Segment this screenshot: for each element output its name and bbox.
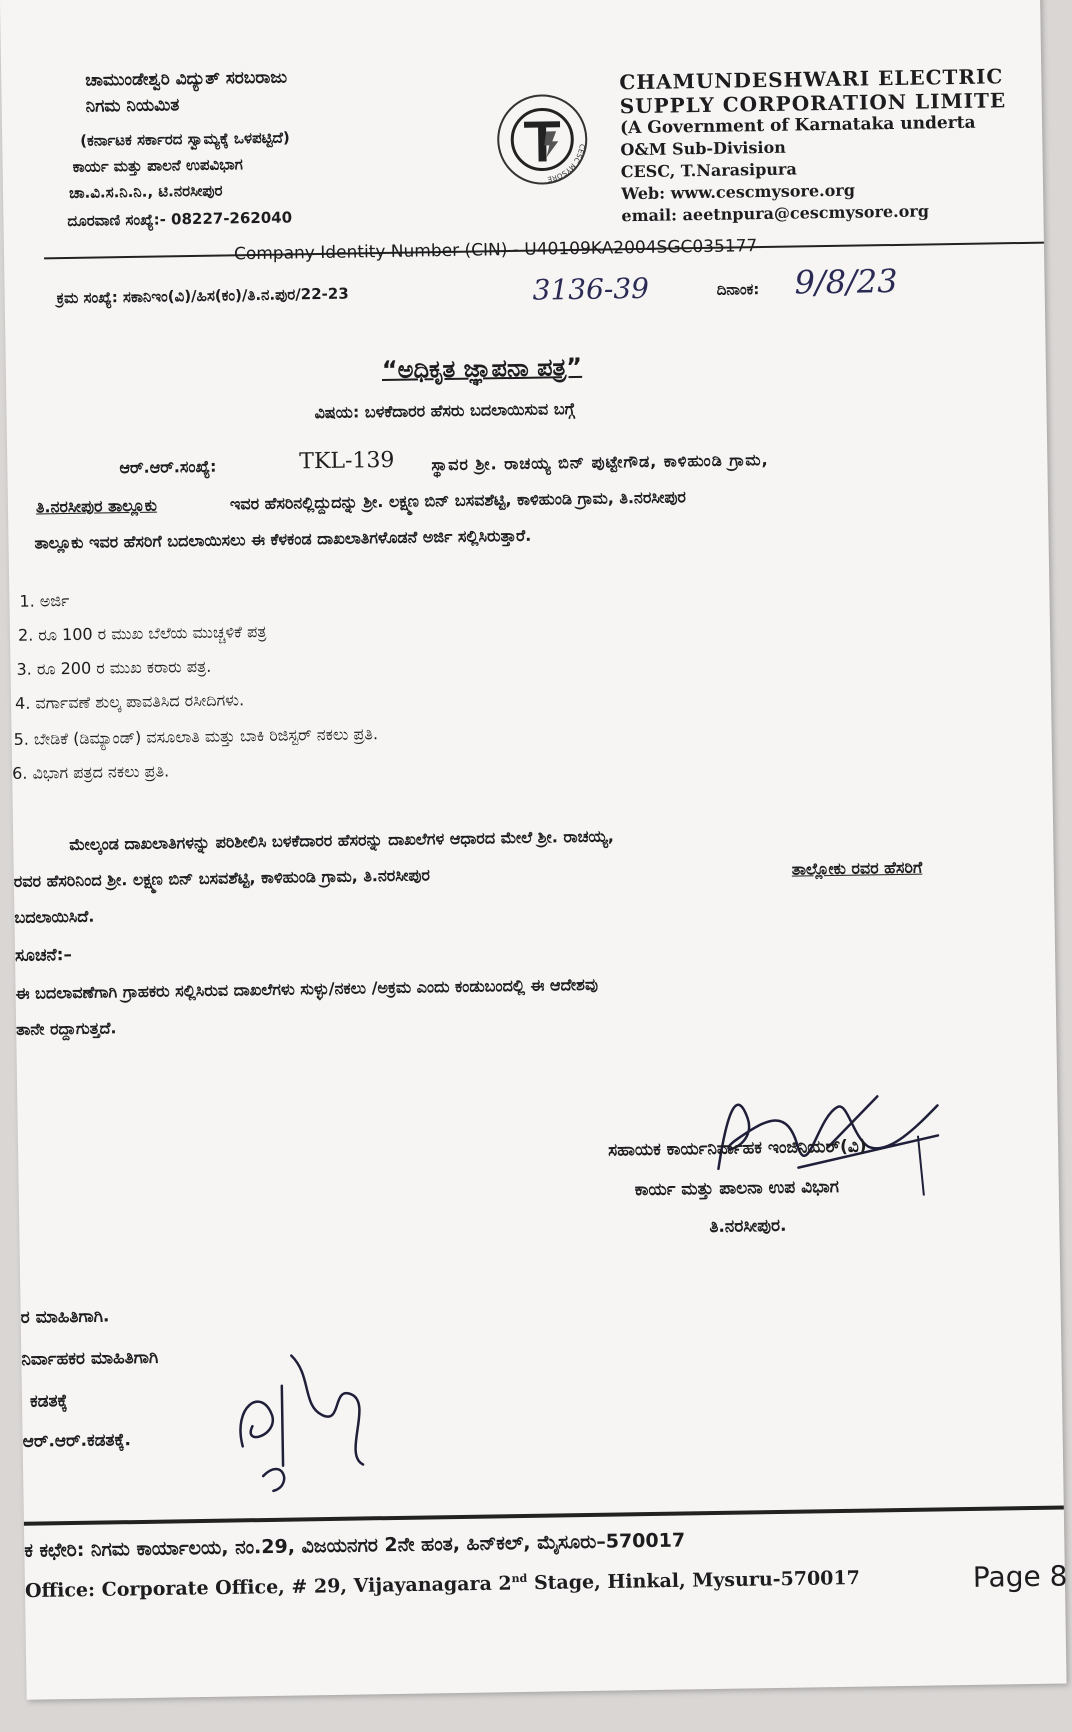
memo-title: “ಅಧಿಕೃತ ಜ್ಞಾಪನಾ ಪತ್ರ” <box>381 352 583 385</box>
note-line2: ತಾನೇ ರದ್ದಾಗುತ್ತದೆ. <box>16 1018 117 1039</box>
kannada-header-line: ಚಾ.ವಿ.ಸ.ನಿ.ನಿ., ಟಿ.ನರಸೀಪುರ <box>68 181 223 202</box>
kannada-header-line: (ಕರ್ನಾಟಕ ಸರ್ಕಾರದ ಸ್ವಾಮ್ಯಕ್ಕೆ ಒಳಪಟ್ಟಿದೆ) <box>80 128 290 150</box>
copy-to-item: ಕಡತಕ್ಕೆ <box>29 1391 68 1412</box>
list-item: 4. ವರ್ಗಾವಣೆ ಶುಲ್ಕ ಪಾವತಿಸಿದ ರಸೀದಿಗಳು. <box>14 690 245 713</box>
taluk-name-underlined: ತಾಲ್ಲೋಕು ರವರ ಹೆಸರಿಗೆ <box>791 857 923 879</box>
paragraph1-line1: ಸ್ಥಾವರ ಶ್ರೀ. ರಾಚಯ್ಯ ಬಿನ್ ಪುಟ್ಟೇಗೌಡ, ಕಾಳಿಹುಂಡಿ ಗ್ರಾಮ, <box>431 449 769 475</box>
paragraph1-line2: ಇವರ ಹೆಸರಿನಲ್ಲಿದ್ದುದನ್ನು ಶ್ರೀ. ಲಕ್ಷ್ಮಣ ಬಿನ್ ಬಸವಶೆಟ್ಟಿ, ಕಾಳಿಹುಂಡಿ ಗ್ರಾಮ, ತಿ.ನರಸೀಪುರ <box>229 487 687 514</box>
cesc-logo <box>494 91 591 188</box>
paragraph2-line1: ಮೇಲ್ಕಂಡ ದಾಖಲಾತಿಗಳನ್ನು ಪರಿಶೀಲಿಸಿ ಬಳಕೆದಾರರ ಹೆಸರನ್ನು ದಾಖಲೆಗಳ ಆಧಾರದ ಮೇಲೆ ಶ್ರೀ. ರಾಚಯ್ಯ, <box>69 826 615 855</box>
note-line1: ಈ ಬದಲಾವಣೆಗಾಗಿ ಗ್ರಾಹಕರು ಸಲ್ಲಿಸಿರುವ ದಾಖಲೆಗಳು ಸುಳ್ಳು/ನಕಲು /ಅಕ್ರಮ ಎಂದು ಕಂಡುಬಂದಲ್ಲಿ ಈ ಆದೇಶವು <box>15 974 599 1003</box>
logo-ring-text: CESC MYSORE <box>546 143 587 184</box>
handwritten-reference-number: 3136-39 <box>532 271 650 307</box>
note-heading: ಸೂಚನೆ:– <box>14 944 73 966</box>
signatory-office: ಕಾರ್ಯ ಮತ್ತು ಪಾಲನಾ ಉಪ ವಿಭಾಗ <box>634 1176 840 1201</box>
footer-kannada-address: ಕ ಕಛೇರಿ: ನಿಗಮ ಕಾರ್ಯಾಲಯ, ನಂ.29, ವಿಜಯನಗರ 2ನೇ ಹಂತ, ಹಿನ್‌ಕಲ್, ಮೈಸೂರು–570017 <box>24 1529 686 1562</box>
kannada-header-line: ಚಾಮುಂಡೇಶ್ವರಿ ವಿದ್ಯುತ್ ಸರಬರಾಜು <box>85 67 288 91</box>
kannada-header-line: ನಿಗಮ ನಿಯಮಿತ <box>85 95 180 117</box>
footer-rule <box>24 1505 1064 1525</box>
company-name-line2: SUPPLY CORPORATION LIMITE <box>619 88 1007 119</box>
footer-address-text: Office: Corporate Office, # 29, Vijayanagara 2 <box>24 1572 512 1603</box>
date-label: ದಿನಾಂಕ: <box>716 280 760 299</box>
signatory-designation: ಸಹಾಯಕ ಕಾರ್ಯನಿರ್ವಾಹಕ ಇಂಜಿನಿಯರ್(ವಿ) <box>607 1136 867 1161</box>
page-number: Page 8 <box>972 1559 1068 1594</box>
office-location: CESC, T.Narasipura <box>620 159 797 182</box>
list-item: 6. ವಿಭಾಗ ಪತ್ರದ ನಕಲು ಪ್ರತಿ. <box>12 761 170 783</box>
list-item: 2. ರೂ 100 ರ ಮುಖ ಬೆಲೆಯ ಮುಚ್ಚಳಿಕೆ ಪತ್ರ <box>17 621 267 645</box>
paragraph1-line3: ತಾಲ್ಲೂಕು ಇವರ ಹೆಸರಿಗೆ ಬದಲಾಯಿಸಲು ಈ ಕೆಳಕಂಡ ದಾಖಲಾತಿಗಳೊಡನೆ ಅರ್ಜಿ ಸಲ್ಲಿಸಿರುತ್ತಾರೆ. <box>34 525 532 553</box>
footer-english-address <box>25 1567 860 1602</box>
copy-to-item: ರ ಮಾಹಿತಿಗಾಗಿ. <box>20 1306 110 1328</box>
copy-to-item: ನಿರ್ವಾಹಕರ ಮಾಹಿತಿಗಾಗಿ <box>21 1347 159 1370</box>
sub-division: O&M Sub-Division <box>620 137 786 160</box>
paragraph2-line3: ಬದಲಾಯಿಸಿದೆ. <box>14 906 95 927</box>
company-name-line1: CHAMUNDESHWARI ELECTRIC <box>619 64 1004 95</box>
signatory-place: ತಿ.ನರಸೀಪುರ. <box>709 1215 787 1238</box>
website: Web: www.cescmysore.org <box>620 180 856 204</box>
rr-number: TKL-139 <box>299 447 395 475</box>
copy-to-item: ಆರ್.ಆರ್.ಕಡತಕ್ಕೆ. <box>22 1430 132 1452</box>
phone-number: ದೂರವಾಣಿ ಸಂಖ್ಯೆ:- 08227-262040 <box>67 208 293 230</box>
paragraph2-line2: ರವರ ಹೆಸರಿನಿಂದ ಶ್ರೀ. ಲಕ್ಷ್ಮಣ ಬಿನ್ ಬಸವಶೆಟ್ಟಿ, ಕಾಳಿಹುಂಡಿ ಗ್ರಾಮ, ತಿ.ನರಸೀಪುರ <box>13 865 431 891</box>
footer-ordinal: nd <box>511 1571 528 1586</box>
reference-number-label: ಕ್ರಮ ಸಂಖ್ಯೆ: ಸಕಾನಿಇಂ(ವಿ)/ಹಿಸ(ಕಂ)/ತಿ.ನ.ಪುರ/22-23 <box>56 284 349 308</box>
list-item: 5. ಬೇಡಿಕೆ (ಡಿಮ್ಯಾಂಡ್) ವಸೂಲಾತಿ ಮತ್ತು ಬಾಕಿ ರಿಜಿಸ್ಟರ್ ನಕಲು ಪ್ರತಿ. <box>13 724 379 749</box>
handwritten-date: 9/8/23 <box>794 261 898 302</box>
rr-label: ಆರ್.ಆರ್.ಸಂಖ್ಯೆ: <box>119 456 217 478</box>
cin-number: Company Identity Number (CIN) - U40109KA2004SGC035177 <box>233 236 758 265</box>
list-item: 3. ರೂ 200 ರ ಮುಖ ಕರಾರು ಪತ್ರ. <box>16 656 212 679</box>
initials-signature <box>221 1324 404 1497</box>
list-item: 1. ಅರ್ಜಿ <box>19 590 70 611</box>
kannada-header-line: ಕಾರ್ಯ ಮತ್ತು ಪಾಲನೆ ಉಪವಿಭಾಗ <box>72 155 243 176</box>
government-note: (A Government of Karnataka underta <box>619 112 976 139</box>
footer-address-text: Stage, Hinkal, Mysuru-570017 <box>527 1567 861 1595</box>
taluk-underlined: ತಿ.ನರಸೀಪುರ ತಾಲ್ಲೂಕು <box>35 495 158 517</box>
email: email: aeetnpura@cescmysore.org <box>621 201 930 226</box>
memo-subject: ವಿಷಯ: ಬಳಕೆದಾರರ ಹೆಸರು ಬದಲಾಯಿಸುವ ಬಗ್ಗೆ <box>314 399 575 423</box>
